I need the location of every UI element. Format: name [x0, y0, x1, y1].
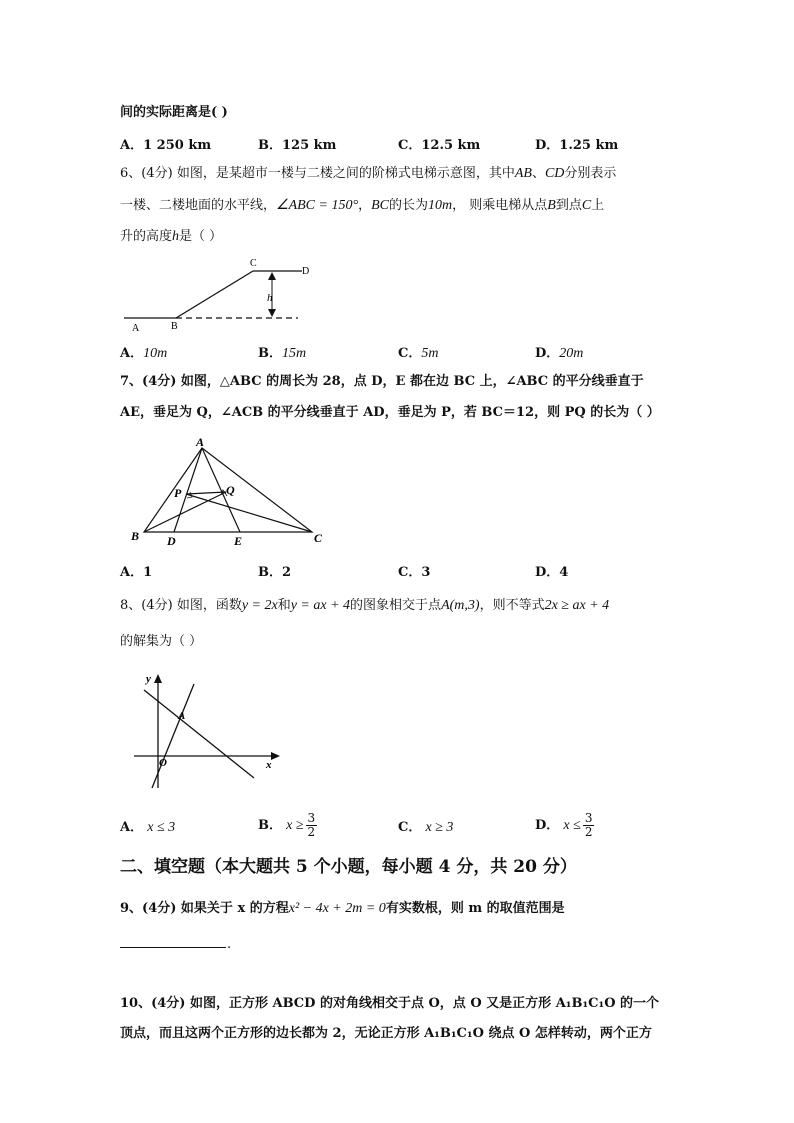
label-a: A: [196, 435, 205, 449]
q8-option-a[interactable]: A． x ≤ 3: [120, 820, 176, 835]
q9-line: 9、(4分) 如果关于 x 的方程x² − 4x + 2m = 0有实数根，则 m 的取值范围是: [120, 901, 565, 916]
q5-option-c[interactable]: C．12.5 km: [398, 138, 481, 153]
q6-line-1: 6、(4分) 如图，是某超市一楼与二楼之间的阶梯式电梯示意图，其中AB、CD分别表示: [120, 166, 617, 181]
fraction-three-halves: $\frac{3}{2}$: [307, 811, 316, 839]
q6-escalator-figure: [120, 255, 310, 335]
q6-line-2: 一楼、二楼地面的水平线，∠ABC = 150°，BC的长为10m， 则乘电梯从点B到点C上: [120, 198, 605, 213]
q8-line-1: 8、(4分) 如图，函数y = 2x和y = ax + 4的图象相交于点A(m,3)，则不等式2x ≥ ax + 4: [120, 598, 610, 613]
label-c: C: [314, 531, 323, 545]
label-y: y: [146, 673, 151, 685]
q7-option-b[interactable]: B．2: [258, 565, 292, 580]
height-arrow-down-head: [268, 309, 276, 317]
label-b: B: [131, 529, 140, 543]
label-a: A: [178, 710, 186, 722]
q5-stem-end: 间的实际距离是( ): [120, 105, 228, 120]
q6-option-d[interactable]: D．20m: [535, 346, 584, 361]
q7-triangle-figure: [128, 434, 328, 549]
q5-option-b[interactable]: B．125 km: [258, 138, 337, 153]
q7-option-a[interactable]: A．1: [120, 565, 153, 580]
q7-option-d[interactable]: D．4: [535, 565, 569, 580]
label-d: D: [302, 266, 310, 277]
q7-line-2: AE，垂足为 Q，∠ACB 的平分线垂直于 AD，垂足为 P，若 BC＝12，则 PQ 的长为（ ）: [120, 405, 660, 420]
q5-option-d[interactable]: D．1.25 km: [535, 138, 619, 153]
label-a: A: [132, 323, 140, 334]
label-e: E: [234, 534, 243, 548]
q10-line-2: 顶点，而且这两个正方形的边长都为 2，无论正方形 A₁B₁C₁O 绕点 O 怎样转动，两个正方: [120, 1026, 652, 1041]
q9-answer-blank[interactable]: [120, 947, 226, 948]
bisector-c: [186, 494, 312, 532]
q9-blank-period: .: [227, 937, 232, 952]
q7-option-c[interactable]: C．3: [398, 565, 431, 580]
label-b: B: [171, 321, 178, 332]
label-x: x: [266, 759, 272, 771]
label-o: O: [159, 757, 167, 769]
section-2-title: 二、填空题（本大题共 5 个小题，每小题 4 分，共 20 分）: [120, 857, 577, 877]
label-q: Q: [226, 483, 235, 497]
q7-line-1: 7、(4分) 如图，△ABC 的周长为 28，点 D，E 都在边 BC 上，∠ABC 的平分线垂直于: [120, 374, 644, 389]
q8-options: [120, 812, 680, 842]
label-p: P: [174, 486, 182, 500]
q6-line-3: 升的高度h是（ ）: [120, 229, 223, 244]
q7-options: [120, 561, 680, 581]
q10-line-1: 10、(4分) 如图，正方形 ABCD 的对角线相交于点 O，点 O 又是正方形 A₁B₁C₁O 的一个: [120, 996, 660, 1011]
q6-option-a[interactable]: A．10m: [120, 346, 168, 361]
q5-option-a[interactable]: A．1 250 km: [120, 138, 212, 153]
q8-line-2: 的解集为（ ）: [120, 634, 203, 649]
q5-options: [120, 134, 680, 154]
q8-option-b[interactable]: B． x ≥ $\frac{3}{2}$: [258, 811, 316, 839]
escalator-slope-bc: [176, 271, 253, 318]
q8-function-graph: [128, 670, 288, 795]
q6-option-c[interactable]: C．5m: [398, 346, 439, 361]
q6-options: [120, 342, 680, 362]
label-d: D: [167, 534, 176, 548]
x-axis-arrow: [271, 752, 280, 760]
fraction-three-halves: $\frac{3}{2}$: [584, 811, 593, 839]
q8-option-d[interactable]: D． x ≤ $\frac{3}{2}$: [535, 811, 593, 839]
label-c: C: [250, 258, 257, 269]
height-arrow-up-head: [268, 272, 276, 280]
segment-pq: [186, 492, 226, 494]
q8-option-c[interactable]: C． x ≥ 3: [398, 820, 454, 835]
label-h: h: [267, 292, 273, 304]
y-axis-arrow: [154, 674, 162, 683]
q6-option-b[interactable]: B．15m: [258, 346, 307, 361]
